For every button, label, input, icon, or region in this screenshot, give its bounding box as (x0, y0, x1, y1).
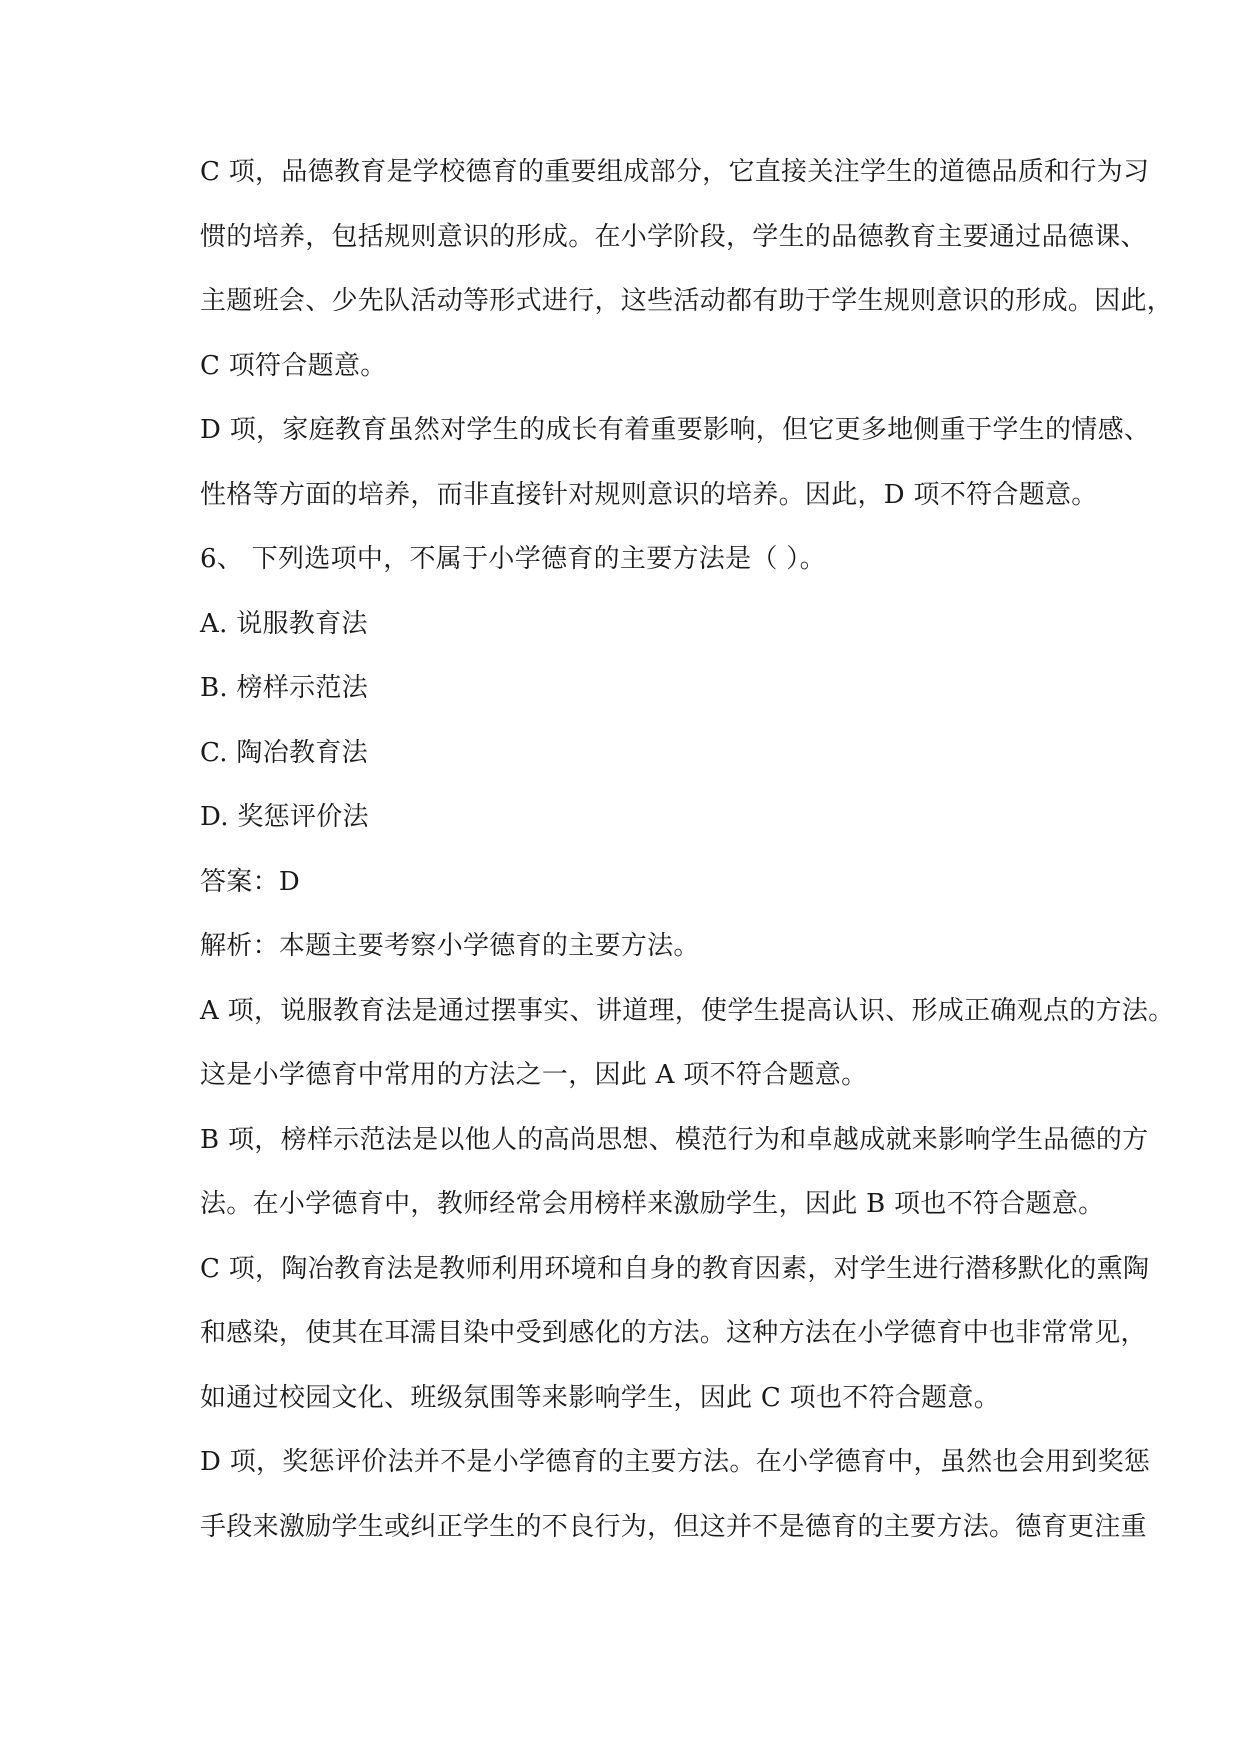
text-line: 如通过校园文化、班级氛围等来影响学生，因此 C 项也不符合题意。 (200, 1382, 1001, 1413)
text-line: 法。在小学德育中，教师经常会用榜样来激励学生，因此 B 项也不符合题意。 (200, 1189, 1105, 1219)
option-a: A. 说服教育法 (200, 608, 368, 639)
analysis-line: 解析：本题主要考察小学德育的主要方法。 (200, 931, 700, 961)
text-line: A 项，说服教育法是通过摆事实、讲道理，使学生提高认识、形成正确观点的方法。 (200, 995, 1175, 1026)
text-line: 这是小学德育中常用的方法之一，因此 A 项不符合题意。 (200, 1060, 868, 1090)
text-line: 性格等方面的培养，而非直接针对规则意识的培养。因此，D 项不符合题意。 (200, 479, 1098, 510)
text-line: D 项，家庭教育虽然对学生的成长有着重要影响，但它更多地侧重于学生的情感、 (200, 415, 1151, 445)
text-line: 和感染，使其在耳濡目染中受到感化的方法。这种方法在小学德育中也非常常见， (200, 1318, 1147, 1348)
text-line: C 项，品德教育是学校德育的重要组成部分，它直接关注学生的道德品质和行为习 (200, 157, 1150, 187)
option-c: C. 陶冶教育法 (200, 737, 368, 768)
text-line: 惯的培养，包括规则意识的形成。在小学阶段，学生的品德教育主要通过品德课、 (200, 221, 1147, 252)
answer-line: 答案：D (200, 866, 301, 897)
question-stem: 6、 下列选项中，不属于小学德育的主要方法是（ ）。 (200, 544, 826, 574)
option-d: D. 奖惩评价法 (200, 802, 369, 832)
text-line: 主题班会、少先队活动等形式进行，这些活动都有助于学生规则意识的形成。因此， (200, 286, 1174, 316)
text-line: D 项，奖惩评价法并不是小学德育的主要方法。在小学德育中，虽然也会用到奖惩 (200, 1447, 1151, 1477)
text-line: 手段来激励学生或纠正学生的不良行为，但这并不是德育的主要方法。德育更注重 (200, 1511, 1147, 1542)
text-line: C 项符合题意。 (200, 350, 387, 381)
option-b: B. 榜样示范法 (200, 673, 369, 703)
text-line: C 项，陶冶教育法是教师利用环境和自身的教育因素，对学生进行潜移默化的熏陶 (200, 1253, 1150, 1284)
document-page (200, 140, 1175, 1559)
text-line: B 项，榜样示范法是以他人的高尚思想、模范行为和卓越成就来影响学生品德的方 (200, 1124, 1149, 1155)
